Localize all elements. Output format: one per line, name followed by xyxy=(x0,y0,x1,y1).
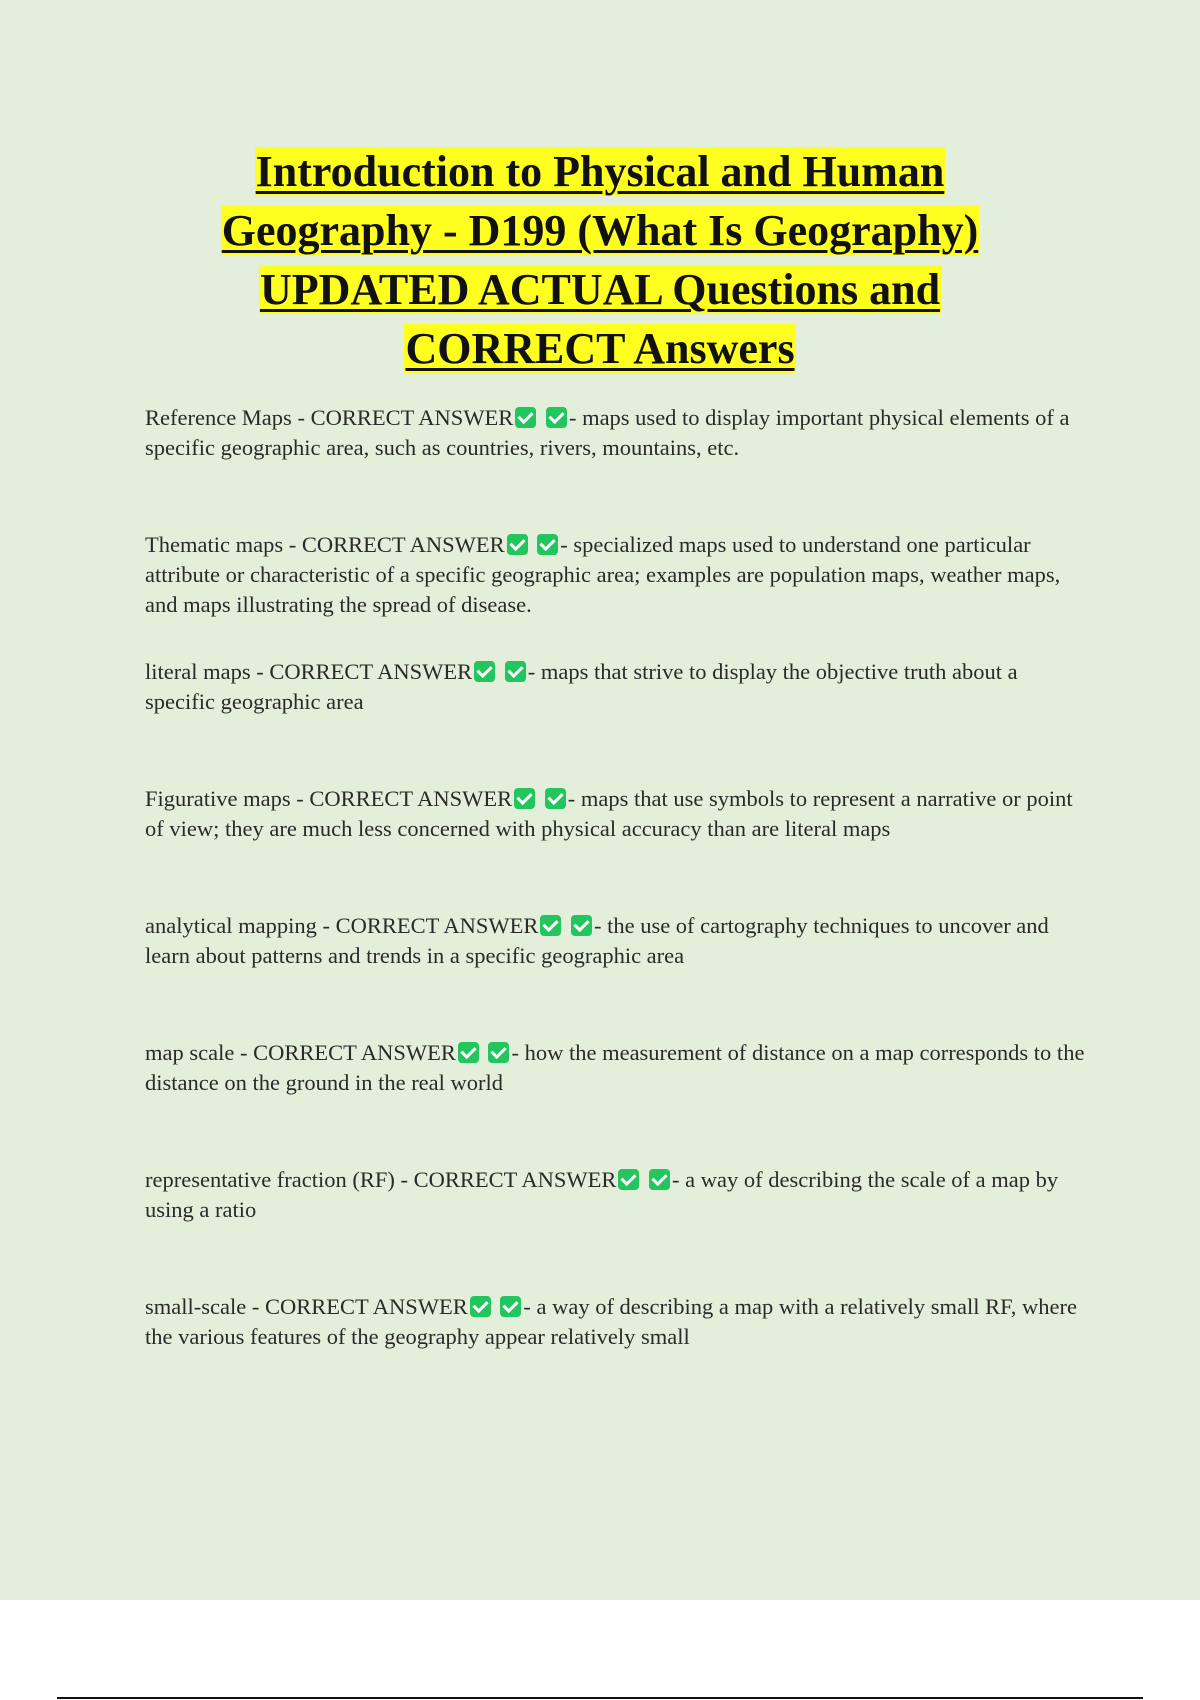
answer-marker: CORRECT ANSWER xyxy=(413,1167,617,1192)
qa-term: Reference Maps xyxy=(145,405,292,430)
check-mark-button-icon xyxy=(505,661,526,682)
check-mark-button-icon xyxy=(515,407,536,428)
footer-divider xyxy=(57,1697,1143,1699)
qa-term: Figurative maps xyxy=(145,786,291,811)
check-mark-button-icon xyxy=(545,788,566,809)
check-mark-button-icon xyxy=(458,1042,479,1063)
qa-definition: how the measurement of distance on a map corresponds to the distance on the ground in the real world xyxy=(145,1040,1085,1095)
qa-definition: a way of describing the scale of a map by using a ratio xyxy=(145,1167,1059,1222)
check-mark-button-icon xyxy=(571,915,592,936)
answer-marker: CORRECT ANSWER xyxy=(269,659,473,684)
check-mark-button-icon xyxy=(514,788,535,809)
qa-entry: Thematic maps - CORRECT ANSWER - specialized maps used to understand one particular attribute or characteristic of a specific geographic area; examples are population maps, weather maps, and maps illustrating the spread of disease. xyxy=(145,532,1061,617)
title-line: UPDATED ACTUAL Questions and xyxy=(259,265,941,314)
qa-term: analytical mapping xyxy=(145,913,317,938)
qa-term: Thematic maps xyxy=(145,532,284,557)
answer-marker: CORRECT ANSWER xyxy=(264,1294,468,1319)
check-mark-button-icon xyxy=(540,915,561,936)
qa-entry: map scale - CORRECT ANSWER - how the measurement of distance on a map corresponds to the distance on the ground in the real world xyxy=(145,1040,1085,1095)
qa-definition: specialized maps used to understand one particular attribute or characteristic of a specific geographic area; examples are population maps, weather maps, and maps illustrating the spread of disease. xyxy=(145,532,1061,617)
check-mark-button-icon xyxy=(618,1169,639,1190)
check-mark-button-icon xyxy=(474,661,495,682)
qa-entry: representative fraction (RF) - CORRECT ANSWER - a way of describing the scale of a map by using a ratio xyxy=(145,1167,1059,1222)
qa-term: representative fraction (RF) xyxy=(145,1167,395,1192)
check-mark-button-icon xyxy=(546,407,567,428)
qa-list xyxy=(145,403,1085,1419)
check-mark-button-icon xyxy=(507,534,528,555)
check-mark-button-icon xyxy=(500,1296,521,1317)
answer-marker: CORRECT ANSWER xyxy=(253,1040,456,1065)
check-mark-button-icon xyxy=(488,1042,509,1063)
qa-entry: Figurative maps - CORRECT ANSWER - maps that use symbols to represent a narrative or point of view; they are much less concerned with physical accuracy than are literal maps xyxy=(145,786,1073,841)
qa-definition: maps that strive to display the objective truth about a specific geographic area xyxy=(145,659,1018,714)
title-line: CORRECT Answers xyxy=(405,324,795,373)
answer-marker: CORRECT ANSWER xyxy=(335,913,539,938)
answer-marker: CORRECT ANSWER xyxy=(309,786,513,811)
qa-entry: small-scale - CORRECT ANSWER - a way of describing a map with a relatively small RF, where the various features of the geography appear relatively small xyxy=(145,1294,1078,1349)
qa-entry: analytical mapping - CORRECT ANSWER - the use of cartography techniques to uncover and learn about patterns and trends in a specific geographic area xyxy=(145,913,1049,968)
qa-term: literal maps xyxy=(145,659,251,684)
qa-definition: maps that use symbols to represent a narrative or point of view; they are much less concerned with physical accuracy than are literal maps xyxy=(145,786,1073,841)
qa-definition: the use of cartography techniques to uncover and learn about patterns and trends in a specific geographic area xyxy=(145,913,1049,968)
check-mark-button-icon xyxy=(537,534,558,555)
qa-term: map scale xyxy=(145,1040,235,1065)
page-title xyxy=(170,142,1030,378)
qa-entry: literal maps - CORRECT ANSWER - maps that strive to display the objective truth about a specific geographic area xyxy=(145,659,1018,714)
qa-definition: a way of describing a map with a relatively small RF, where the various features of the geography appear relatively small xyxy=(145,1294,1078,1349)
check-mark-button-icon xyxy=(649,1169,670,1190)
qa-entry: Reference Maps - CORRECT ANSWER - maps used to display important physical elements of a specific geographic area, such as countries, rivers, mountains, etc. xyxy=(145,405,1070,460)
answer-marker: CORRECT ANSWER xyxy=(301,532,505,557)
title-line: Geography - D199 (What Is Geography) xyxy=(221,206,979,255)
check-mark-button-icon xyxy=(470,1296,491,1317)
answer-marker: CORRECT ANSWER xyxy=(310,405,514,430)
qa-definition: maps used to display important physical elements of a specific geographic area, such as countries, rivers, mountains, etc. xyxy=(145,405,1070,460)
qa-term: small-scale xyxy=(145,1294,247,1319)
title-line: Introduction to Physical and Human xyxy=(255,147,945,196)
